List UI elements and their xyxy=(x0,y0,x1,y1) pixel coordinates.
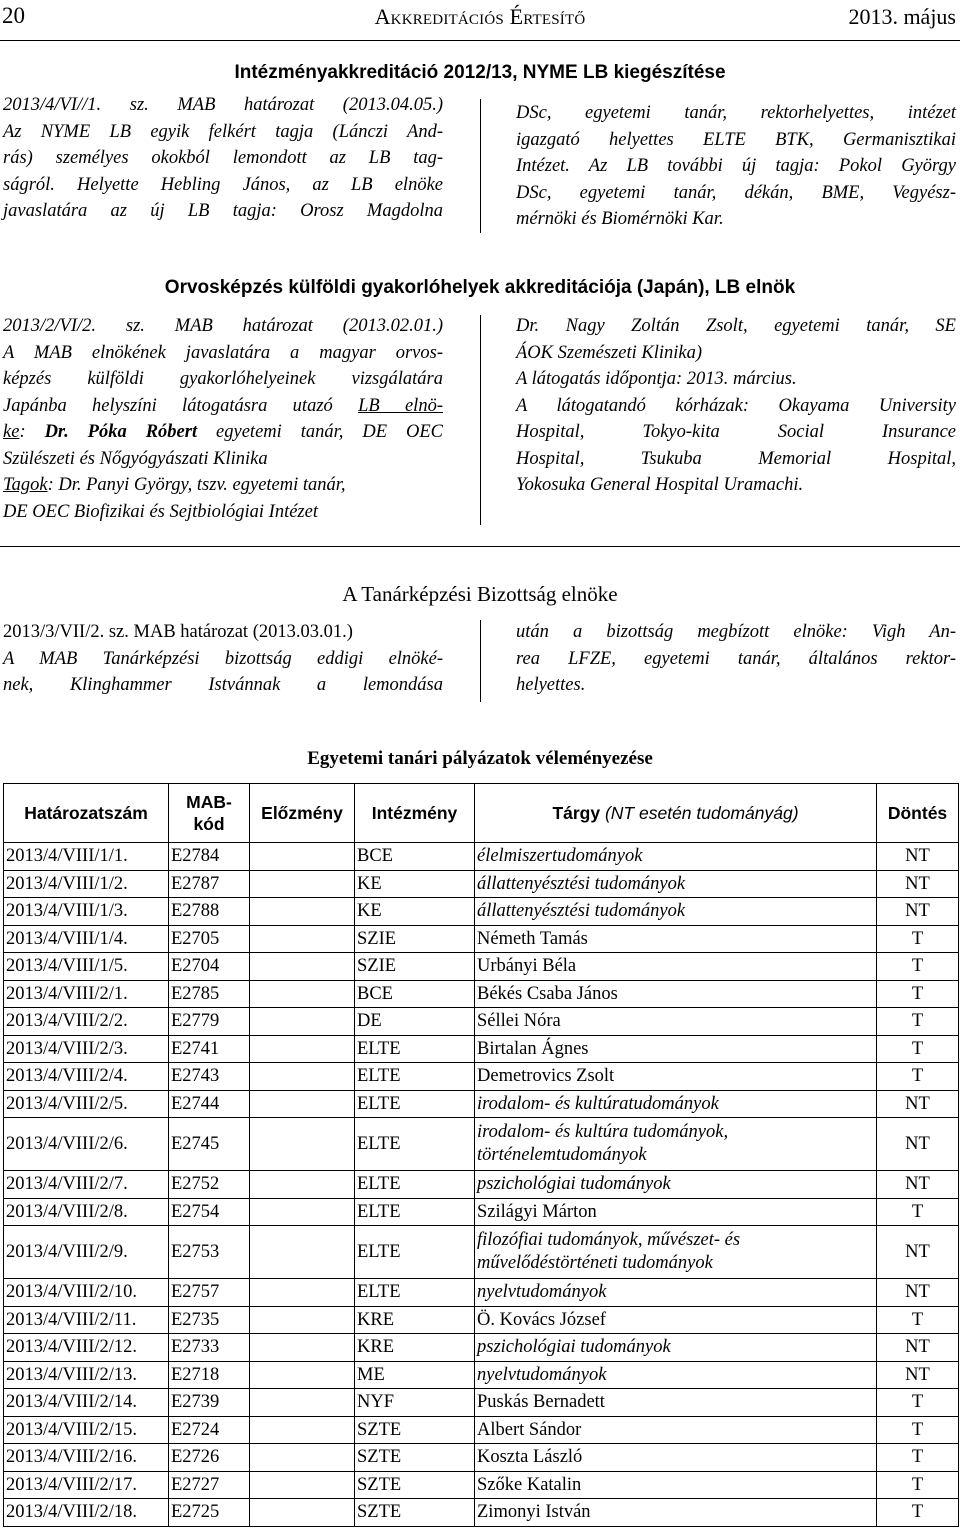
cell-mab-code: E2733 xyxy=(169,1334,250,1362)
section2-right-line: Hospital, Tsukuba Memorial Hospital, xyxy=(516,448,956,469)
cell-precedent xyxy=(250,1306,355,1334)
cell-decision: NT xyxy=(877,843,959,871)
cell-mab-code: E2726 xyxy=(169,1444,250,1472)
cell-institution: ELTE xyxy=(355,1090,475,1118)
cell-institution: KRE xyxy=(355,1306,475,1334)
cell-mab-code: E2735 xyxy=(169,1306,250,1334)
section1-right-line: DSc, egyetemi tanár, dékán, BME, Vegyész- xyxy=(516,182,956,203)
text-span: : Dr. Panyi György, tszv. egyetemi tanár, xyxy=(47,475,346,495)
section2-title: Orvosképzés külföldi gyakorlóhelyek akkreditációja (Japán), LB elnök xyxy=(164,277,796,298)
cell-mab-code: E2787 xyxy=(169,870,250,898)
cell-decision-no: 2013/4/VIII/2/4. xyxy=(4,1063,169,1091)
section2-left-line: A MAB elnökének javaslatára a magyar orvos- xyxy=(3,342,443,363)
cell-precedent xyxy=(250,1499,355,1527)
cell-mab-code: E2705 xyxy=(169,925,250,953)
cell-decision-no: 2013/4/VIII/2/10. xyxy=(4,1279,169,1307)
cell-decision-no: 2013/4/VIII/1/2. xyxy=(4,870,169,898)
cell-institution: ELTE xyxy=(355,1279,475,1307)
cell-decision: T xyxy=(877,953,959,981)
cell-decision-no: 2013/4/VIII/2/2. xyxy=(4,1008,169,1036)
table-row xyxy=(4,980,959,1008)
cell-institution: SZTE xyxy=(355,1499,475,1527)
table-title: Egyetemi tanári pályázatok véleményezése xyxy=(307,748,653,769)
cell-decision: NT xyxy=(877,870,959,898)
lb-chair-label-end: ke xyxy=(3,422,20,442)
cell-decision: T xyxy=(877,1499,959,1527)
cell-decision: T xyxy=(877,1198,959,1226)
cell-subject: Szőke Katalin xyxy=(475,1471,877,1499)
text-span: egyetemi tanár, DE OEC xyxy=(197,422,443,442)
cell-mab-code: E2743 xyxy=(169,1063,250,1091)
cell-decision-no: 2013/4/VIII/2/7. xyxy=(4,1171,169,1199)
cell-decision: T xyxy=(877,925,959,953)
table-row xyxy=(4,1471,959,1499)
cell-decision-no: 2013/4/VIII/1/1. xyxy=(4,843,169,871)
cell-decision-no: 2013/4/VIII/1/4. xyxy=(4,925,169,953)
subject-label: Tárgy xyxy=(552,802,601,823)
section2-right-line: Dr. Nagy Zoltán Zsolt, egyetemi tanár, SE xyxy=(516,316,956,336)
col-header-precedent: Előzmény xyxy=(250,784,355,843)
cell-decision-no: 2013/4/VIII/2/9. xyxy=(4,1226,169,1279)
table-row xyxy=(4,1008,959,1036)
section1-right-column xyxy=(516,100,956,233)
section2-left-line xyxy=(3,472,443,499)
cell-precedent xyxy=(250,898,355,926)
table-row xyxy=(4,1306,959,1334)
section2-left-line: képzés külföldi gyakorlóhelyeinek vizsgálatára xyxy=(3,369,443,389)
table-row xyxy=(4,843,959,871)
section3-right-line: helyettes. xyxy=(516,675,586,695)
cell-precedent xyxy=(250,953,355,981)
table-row xyxy=(4,953,959,981)
col-header-decision-no: Határozatszám xyxy=(4,784,169,843)
journal-title: Akkreditációs Értesítő xyxy=(374,4,586,29)
cell-mab-code: E2744 xyxy=(169,1090,250,1118)
table-row xyxy=(4,870,959,898)
cell-decision: NT xyxy=(877,1361,959,1389)
section1-right-line: mérnöki és Biomérnöki Kar. xyxy=(516,209,724,229)
cell-precedent xyxy=(250,843,355,871)
text-span: Japánba helyszíni látogatásra utazó xyxy=(3,395,359,416)
cell-decision: NT xyxy=(877,1334,959,1362)
cell-decision: T xyxy=(877,1008,959,1036)
section3-right-column xyxy=(516,619,956,699)
section2-left-line: Szülészeti és Nőgyógyászati Klinika xyxy=(3,448,268,469)
cell-decision: T xyxy=(877,1416,959,1444)
section1-right-line: igazgató helyettes ELTE BTK, Germanisztikai xyxy=(516,129,956,150)
cell-mab-code: E2741 xyxy=(169,1035,250,1063)
cell-subject: Séllei Nóra xyxy=(475,1008,877,1036)
cell-subject: Albert Sándor xyxy=(475,1416,877,1444)
section3-title: A Tanárképzési Bizottság elnöke xyxy=(342,582,618,606)
cell-mab-code: E2784 xyxy=(169,843,250,871)
section2-left-line: 2013/2/VI/2. sz. MAB határozat (2013.02.01.) xyxy=(3,316,443,336)
table-row xyxy=(4,1444,959,1472)
cell-subject: Demetrovics Zsolt xyxy=(475,1063,877,1091)
members-label: Tagok xyxy=(3,475,48,495)
cell-decision: NT xyxy=(877,1279,959,1307)
cell-decision: T xyxy=(877,1306,959,1334)
cell-subject: állattenyésztési tudományok xyxy=(475,898,877,926)
cell-mab-code: E2725 xyxy=(169,1499,250,1527)
cell-precedent xyxy=(250,1444,355,1472)
cell-institution: KE xyxy=(355,898,475,926)
cell-precedent xyxy=(250,1416,355,1444)
cell-institution: ELTE xyxy=(355,1171,475,1199)
cell-institution: KRE xyxy=(355,1334,475,1362)
cell-institution: BCE xyxy=(355,980,475,1008)
cell-decision-no: 2013/4/VIII/2/6. xyxy=(4,1118,169,1171)
table-row xyxy=(4,1035,959,1063)
cell-precedent xyxy=(250,980,355,1008)
cell-mab-code: E2785 xyxy=(169,980,250,1008)
cell-mab-code: E2752 xyxy=(169,1171,250,1199)
cell-precedent xyxy=(250,1063,355,1091)
section3-right-line: rea LFZE, egyetemi tanár, általános rektor- xyxy=(516,648,956,669)
section2-right-line: A látogatandó kórházak: Okayama University xyxy=(516,395,956,416)
cell-precedent xyxy=(250,870,355,898)
section2-right-line: Hospital, Tokyo-kita Social Insurance xyxy=(516,422,956,442)
cell-precedent xyxy=(250,1279,355,1307)
cell-institution: SZIE xyxy=(355,925,475,953)
section1-left-line: ságról. Helyette Hebling János, az LB elnöke xyxy=(3,174,443,195)
col-header-institution: Intézmény xyxy=(355,784,475,843)
table-row xyxy=(4,1063,959,1091)
cell-subject: pszichológiai tudományok xyxy=(475,1334,877,1362)
cell-decision-no: 2013/4/VIII/2/14. xyxy=(4,1389,169,1417)
subject-note: (NT esetén tudományág) xyxy=(604,802,799,823)
table-header-row xyxy=(4,784,959,843)
cell-institution: KE xyxy=(355,870,475,898)
section3-left-line: nek, Klinghammer Istvánnak a lemondása xyxy=(3,675,443,695)
section1-left-column xyxy=(3,92,443,225)
table-body xyxy=(4,843,959,1527)
cell-subject: nyelvtudományok xyxy=(475,1279,877,1307)
cell-mab-code: E2754 xyxy=(169,1198,250,1226)
cell-decision-no: 2013/4/VIII/2/18. xyxy=(4,1499,169,1527)
cell-subject: Ö. Kovács József xyxy=(475,1306,877,1334)
cell-decision: NT xyxy=(877,1118,959,1171)
table-row xyxy=(4,1389,959,1417)
cell-decision-no: 2013/4/VIII/2/12. xyxy=(4,1334,169,1362)
cell-subject: Birtalan Ágnes xyxy=(475,1035,877,1063)
cell-decision-no: 2013/4/VIII/2/3. xyxy=(4,1035,169,1063)
cell-institution: BCE xyxy=(355,843,475,871)
issue-date: 2013. május xyxy=(848,4,956,29)
cell-decision-no: 2013/4/VIII/2/17. xyxy=(4,1471,169,1499)
cell-subject: állattenyésztési tudományok xyxy=(475,870,877,898)
cell-mab-code: E2724 xyxy=(169,1416,250,1444)
cell-precedent xyxy=(250,1198,355,1226)
cell-decision-no: 2013/4/VIII/2/8. xyxy=(4,1198,169,1226)
cell-precedent xyxy=(250,1226,355,1279)
cell-decision: NT xyxy=(877,1090,959,1118)
section1-column-divider xyxy=(480,99,481,233)
cell-precedent xyxy=(250,1090,355,1118)
table-row xyxy=(4,1334,959,1362)
cell-institution: ELTE xyxy=(355,1118,475,1171)
cell-precedent xyxy=(250,1118,355,1171)
header-rule xyxy=(0,40,960,41)
section2-right-column xyxy=(516,313,956,499)
cell-institution: ME xyxy=(355,1361,475,1389)
table-row xyxy=(4,1416,959,1444)
cell-institution: ELTE xyxy=(355,1198,475,1226)
cell-subject: filozófiai tudományok, művészet- és művelődéstörténeti tudományok xyxy=(475,1226,877,1279)
table-row xyxy=(4,1118,959,1171)
cell-mab-code: E2788 xyxy=(169,898,250,926)
col-header-decision: Döntés xyxy=(877,784,959,843)
cell-decision: T xyxy=(877,1389,959,1417)
cell-subject: Urbányi Béla xyxy=(475,953,877,981)
cell-subject: Zimonyi István xyxy=(475,1499,877,1527)
section2-left-line: DE OEC Biofizikai és Sejtbiológiai Intézet xyxy=(3,501,318,522)
cell-subject: Szilágyi Márton xyxy=(475,1198,877,1226)
section1-left-line: javaslatára az új LB tagja: Orosz Magdolna xyxy=(3,201,443,221)
table-row xyxy=(4,1090,959,1118)
section1-left-line: rás) személyes okokból lemondott az LB tag- xyxy=(3,148,443,168)
cell-institution: SZTE xyxy=(355,1471,475,1499)
cell-decision-no: 2013/4/VIII/2/11. xyxy=(4,1306,169,1334)
cell-institution: ELTE xyxy=(355,1035,475,1063)
cell-institution: SZTE xyxy=(355,1416,475,1444)
cell-mab-code: E2718 xyxy=(169,1361,250,1389)
cell-precedent xyxy=(250,1471,355,1499)
cell-subject: irodalom- és kultúratudományok xyxy=(475,1090,877,1118)
cell-precedent xyxy=(250,1334,355,1362)
cell-decision-no: 2013/4/VIII/1/5. xyxy=(4,953,169,981)
cell-institution: NYF xyxy=(355,1389,475,1417)
cell-subject: Békés Csaba János xyxy=(475,980,877,1008)
cell-institution: DE xyxy=(355,1008,475,1036)
cell-institution: SZIE xyxy=(355,953,475,981)
cell-decision-no: 2013/4/VIII/2/1. xyxy=(4,980,169,1008)
col-header-subject xyxy=(475,784,877,843)
section2-right-line: Yokosuka General Hospital Uramachi. xyxy=(516,475,804,495)
cell-subject: élelmiszertudományok xyxy=(475,843,877,871)
cell-subject: Puskás Bernadett xyxy=(475,1389,877,1417)
section3-left-line: 2013/3/VII/2. sz. MAB határozat (2013.03.01.) xyxy=(3,622,353,642)
section2-left-line xyxy=(3,419,443,446)
cell-decision: T xyxy=(877,980,959,1008)
cell-decision: T xyxy=(877,1035,959,1063)
cell-mab-code: E2704 xyxy=(169,953,250,981)
table-row xyxy=(4,1226,959,1279)
section3-right-line: után a bizottság megbízott elnöke: Vigh An- xyxy=(516,622,956,642)
cell-mab-code: E2753 xyxy=(169,1226,250,1279)
cell-precedent xyxy=(250,1389,355,1417)
cell-decision: NT xyxy=(877,898,959,926)
table-row xyxy=(4,1171,959,1199)
cell-mab-code: E2727 xyxy=(169,1471,250,1499)
section2-column-divider xyxy=(480,315,481,525)
section1-title: Intézményakkreditáció 2012/13, NYME LB kiegészítése xyxy=(234,62,726,83)
chair-name: Dr. Póka Róbert xyxy=(44,422,198,442)
cell-subject: irodalom- és kultúra tudományok, történelemtudományok xyxy=(475,1118,877,1171)
cell-decision-no: 2013/4/VIII/1/3. xyxy=(4,898,169,926)
cell-precedent xyxy=(250,1171,355,1199)
cell-institution: SZTE xyxy=(355,1444,475,1472)
cell-decision-no: 2013/4/VIII/2/5. xyxy=(4,1090,169,1118)
section3-column-divider xyxy=(480,620,481,702)
cell-decision: T xyxy=(877,1471,959,1499)
cell-decision: NT xyxy=(877,1171,959,1199)
table-row xyxy=(4,1361,959,1389)
cell-institution: ELTE xyxy=(355,1226,475,1279)
section2-left-column xyxy=(3,313,443,525)
cell-decision-no: 2013/4/VIII/2/15. xyxy=(4,1416,169,1444)
section1-right-line: Intézet. Az LB további új tagja: Pokol György xyxy=(516,156,956,176)
section3-left-column xyxy=(3,619,443,699)
page-number: 20 xyxy=(2,3,25,28)
cell-precedent xyxy=(250,925,355,953)
section2-right-line: A látogatás időpontja: 2013. március. xyxy=(516,369,797,389)
section1-left-line: 2013/4/VI//1. sz. MAB határozat (2013.04.05.) xyxy=(3,95,443,115)
cell-precedent xyxy=(250,1361,355,1389)
table-row xyxy=(4,1499,959,1527)
cell-mab-code: E2739 xyxy=(169,1389,250,1417)
cell-decision: T xyxy=(877,1444,959,1472)
section2-right-line: ÁOK Szemészeti Klinika) xyxy=(516,342,703,363)
cell-subject: Koszta László xyxy=(475,1444,877,1472)
cell-subject: nyelvtudományok xyxy=(475,1361,877,1389)
section1-right-line: DSc, egyetemi tanár, rektorhelyettes, intézet xyxy=(516,103,956,123)
col-header-mab-code: MAB-kód xyxy=(169,784,250,843)
lb-chair-label: LB elnö- xyxy=(358,395,443,416)
table-row xyxy=(4,898,959,926)
cell-mab-code: E2745 xyxy=(169,1118,250,1171)
cell-subject: pszichológiai tudományok xyxy=(475,1171,877,1199)
section3-left-line: A MAB Tanárképzési bizottság eddigi elnöké- xyxy=(3,648,443,669)
cell-decision: NT xyxy=(877,1226,959,1279)
section1-left-line: Az NYME LB egyik felkért tagja (Lánczi And- xyxy=(3,121,443,142)
table-row xyxy=(4,1198,959,1226)
cell-subject: Németh Tamás xyxy=(475,925,877,953)
cell-mab-code: E2779 xyxy=(169,1008,250,1036)
decisions-table xyxy=(3,783,959,1527)
cell-precedent xyxy=(250,1008,355,1036)
cell-decision: T xyxy=(877,1063,959,1091)
table-row xyxy=(4,1279,959,1307)
cell-decision-no: 2013/4/VIII/2/13. xyxy=(4,1361,169,1389)
section-divider xyxy=(0,546,960,547)
text-span: : xyxy=(19,422,45,442)
section2-left-line xyxy=(3,393,443,420)
cell-institution: ELTE xyxy=(355,1063,475,1091)
cell-precedent xyxy=(250,1035,355,1063)
cell-decision-no: 2013/4/VIII/2/16. xyxy=(4,1444,169,1472)
table-row xyxy=(4,925,959,953)
cell-mab-code: E2757 xyxy=(169,1279,250,1307)
